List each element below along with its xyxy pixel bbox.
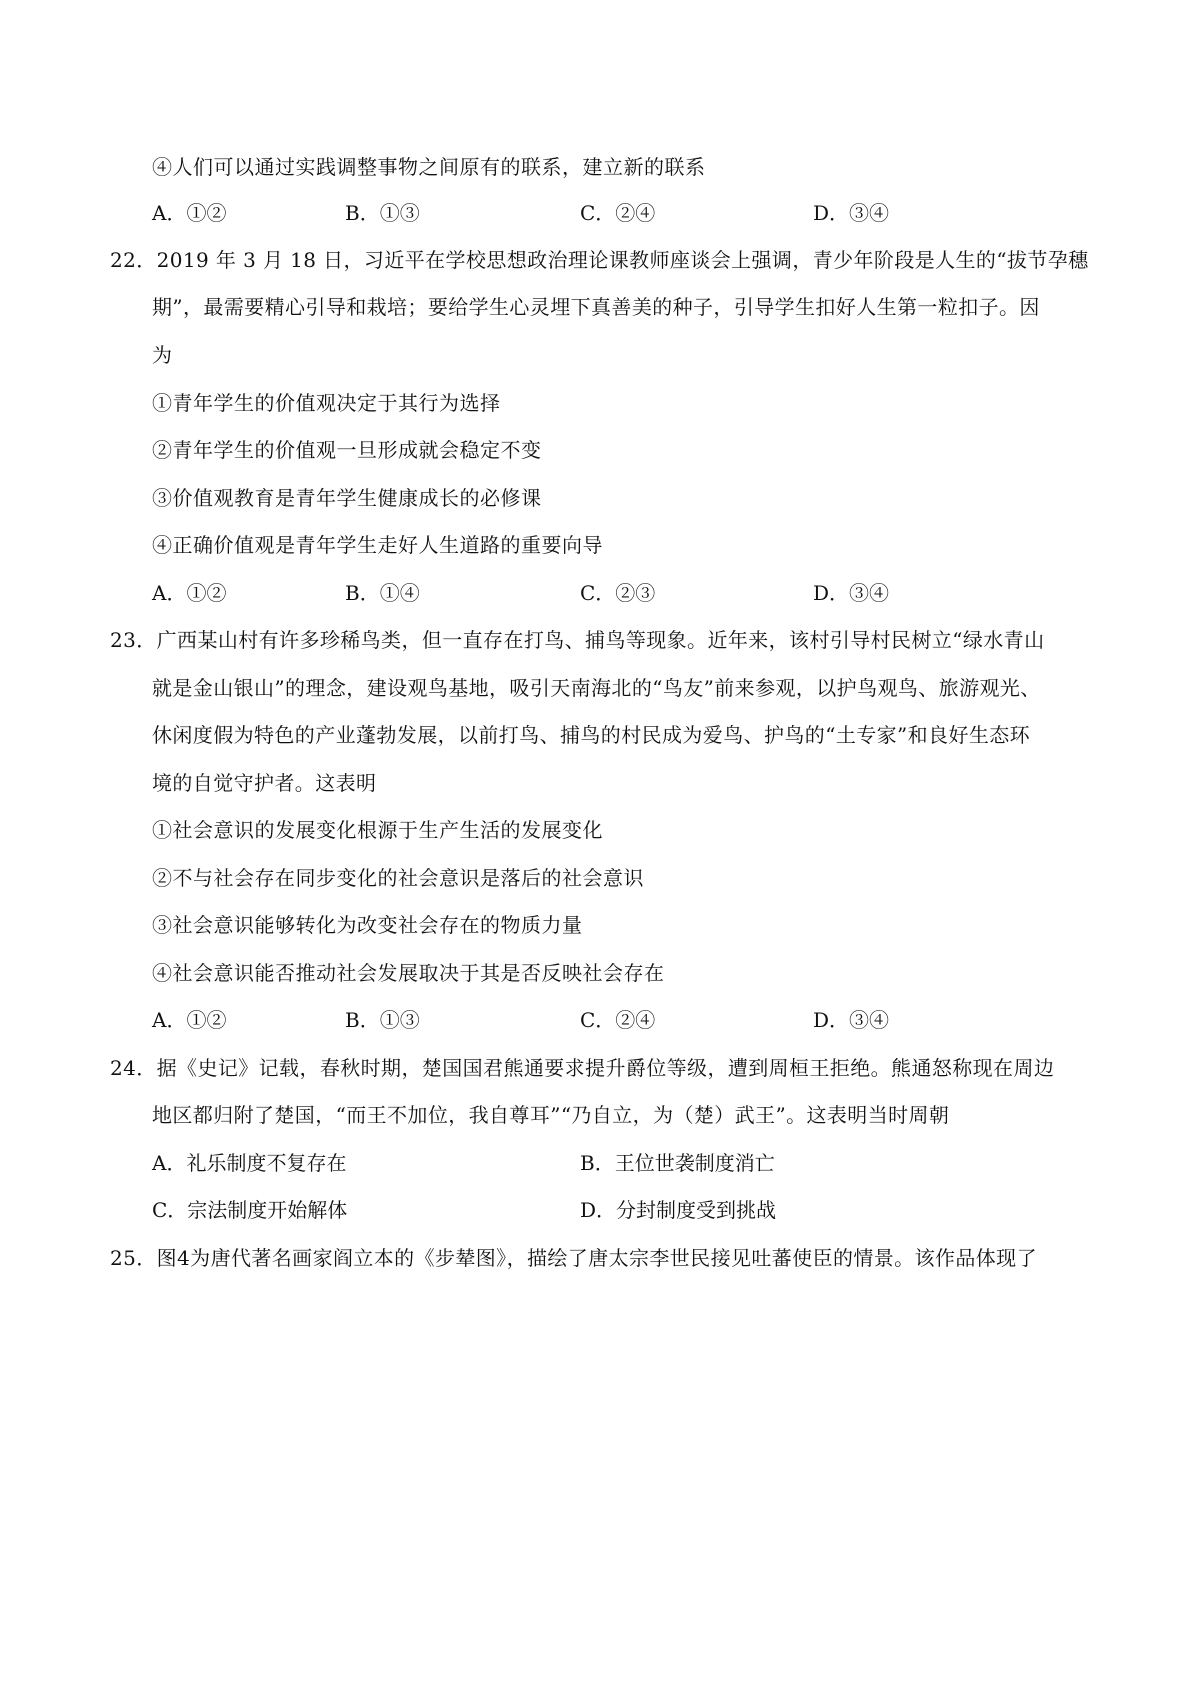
q24-stem-line-1 bbox=[110, 1053, 1054, 1083]
q22-number: 22． bbox=[110, 248, 157, 272]
q22-option-c: C．②③ bbox=[580, 581, 656, 605]
q22-stem-line-1 bbox=[110, 245, 1089, 275]
q24-option-c: C．宗法制度开始解体 bbox=[152, 1198, 348, 1222]
q22-statement-3: ③价值观教育是青年学生健康成长的必修课 bbox=[152, 486, 542, 510]
q25-stem-text-1: 图4为唐代著名画家阎立本的《步辇图》，描绘了唐太宗李世民接见吐蕃使臣的情景。该作品体现了 bbox=[156, 1246, 1037, 1270]
q24-number: 24． bbox=[110, 1056, 157, 1080]
q23-stem-line-2: 就是金山银山”的理念，建设观鸟基地，吸引天南海北的“鸟友”前来参观，以护鸟观鸟、旅游观光、 bbox=[152, 676, 1041, 700]
q23-stem-line-4: 境的自觉守护者。这表明 bbox=[152, 771, 377, 795]
q22-option-b: B．①④ bbox=[345, 581, 420, 605]
q22-statement-1: ①青年学生的价值观决定于其行为选择 bbox=[152, 391, 501, 415]
q22-stem-line-2: 期”，最需要精心引导和栽培；要给学生心灵埋下真善美的种子，引导学生扣好人生第一粒扣子。因 bbox=[152, 295, 1040, 319]
q22-option-d: D．③④ bbox=[813, 581, 890, 605]
q21-option-b: B．①③ bbox=[345, 201, 420, 225]
q23-statement-3: ③社会意识能够转化为改变社会存在的物质力量 bbox=[152, 913, 583, 937]
q23-stem-text-1: 广西某山村有许多珍稀鸟类，但一直存在打鸟、捕鸟等现象。近年来，该村引导村民树立“绿水青山 bbox=[156, 628, 1045, 652]
q23-option-b: B．①③ bbox=[345, 1008, 420, 1032]
q24-option-d: D．分封制度受到挑战 bbox=[580, 1198, 777, 1222]
q25-number: 25． bbox=[110, 1246, 157, 1270]
q23-option-a: A．①② bbox=[152, 1008, 227, 1032]
q23-option-d: D．③④ bbox=[813, 1008, 890, 1032]
q22-stem-text-1: 2019 年 3 月 18 日，习近平在学校思想政治理论课教师座谈会上强调，青少年阶段是人生的“拔节孕穗 bbox=[156, 248, 1089, 272]
q23-stem-line-3: 休闲度假为特色的产业蓬勃发展，以前打鸟、捕鸟的村民成为爱鸟、护鸟的“土专家”和良好生态环 bbox=[152, 723, 1031, 747]
q25-stem-line-1 bbox=[110, 1243, 1037, 1273]
q24-stem-line-2: 地区都归附了楚国，“而王不加位，我自尊耳”“乃自立，为（楚）武王”。这表明当时周朝 bbox=[152, 1103, 950, 1127]
q23-statement-4: ④社会意识能否推动社会发展取决于其是否反映社会存在 bbox=[152, 961, 665, 985]
q22-statement-4: ④正确价值观是青年学生走好人生道路的重要向导 bbox=[152, 533, 603, 557]
q24-option-a: A．礼乐制度不复存在 bbox=[152, 1151, 347, 1175]
q23-statement-2: ②不与社会存在同步变化的社会意识是落后的社会意识 bbox=[152, 866, 644, 890]
q23-statement-1: ①社会意识的发展变化根源于生产生活的发展变化 bbox=[152, 818, 603, 842]
q22-stem-line-3: 为 bbox=[152, 343, 173, 367]
q21-statement-4: ④人们可以通过实践调整事物之间原有的联系，建立新的联系 bbox=[152, 155, 706, 179]
q22-option-a: A．①② bbox=[152, 581, 227, 605]
q22-statement-2: ②青年学生的价值观一旦形成就会稳定不变 bbox=[152, 438, 542, 462]
q24-option-b: B．王位世袭制度消亡 bbox=[580, 1151, 775, 1175]
q21-option-a: A．①② bbox=[152, 201, 227, 225]
q21-option-d: D．③④ bbox=[813, 201, 890, 225]
q23-option-c: C．②④ bbox=[580, 1008, 656, 1032]
q21-option-c: C．②④ bbox=[580, 201, 656, 225]
q23-number: 23． bbox=[110, 628, 157, 652]
q23-stem-line-1 bbox=[110, 625, 1044, 655]
q24-stem-text-1: 据《史记》记载，春秋时期，楚国国君熊通要求提升爵位等级，遭到周桓王拒绝。熊通怒称现在周边 bbox=[156, 1056, 1055, 1080]
